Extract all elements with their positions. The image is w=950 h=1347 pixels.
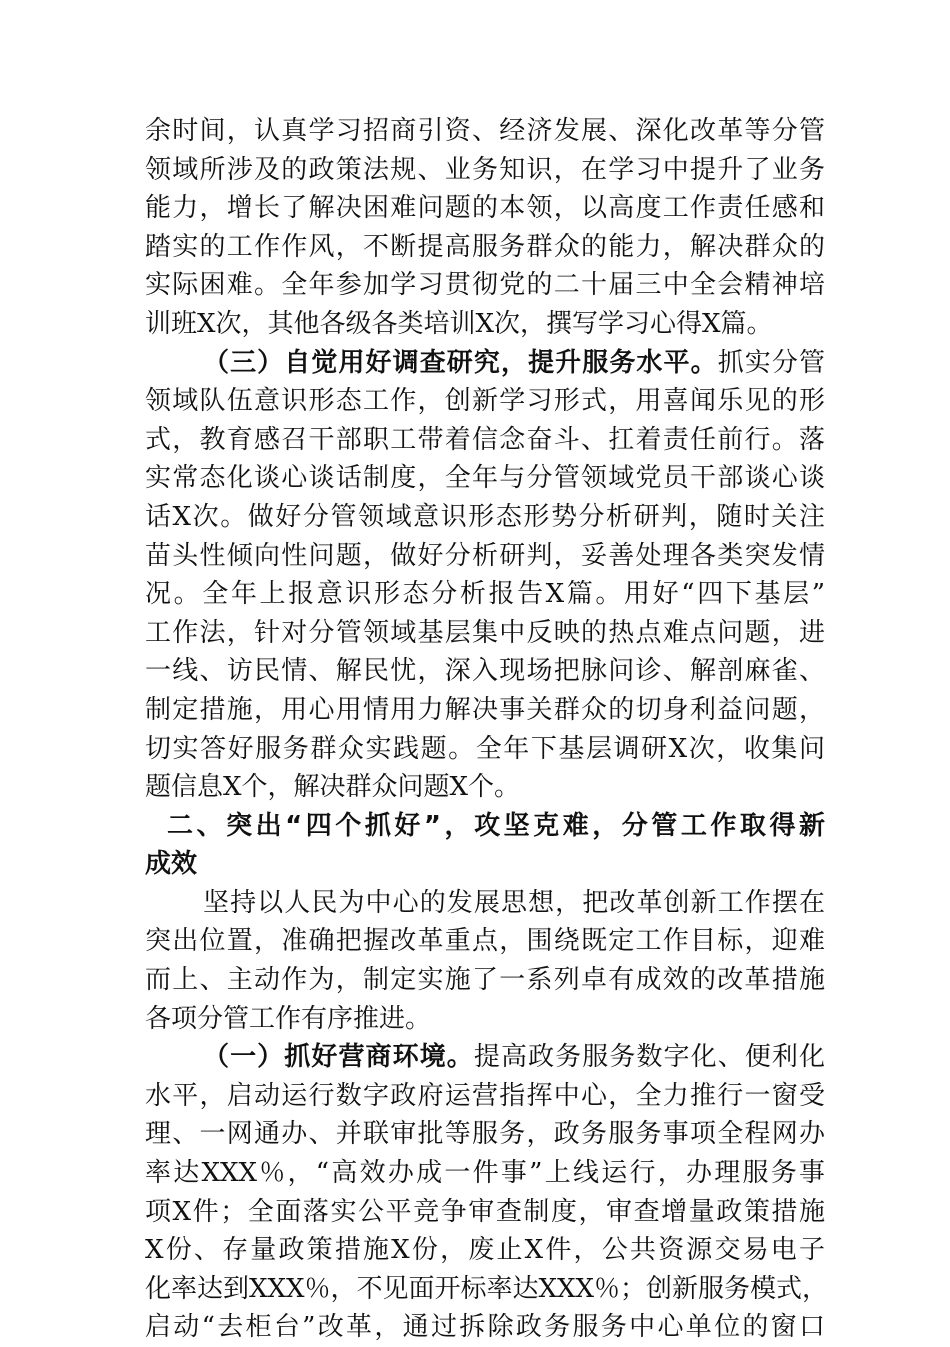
subsection-title: （一）抓好营商环境。 (203, 1042, 474, 1073)
text-line: 制定措施，用心用情用力解决事关群众的切身利益问题， (145, 694, 825, 725)
text-line: 踏实的工作作风，不断提高服务群众的能力，解决群众的 (145, 231, 825, 262)
text-line: 而上、主动作为，制定实施了一系列卓有成效的改革措施 (145, 965, 825, 996)
text-line: 况。全年上报意识形态分析报告X篇。用好“四下基层” (145, 579, 825, 610)
text-line: 领域队伍意识形态工作，创新学习形式，用喜闻乐见的形 (145, 386, 825, 417)
text-line: 实常态化谈心谈话制度，全年与分管领域党员干部谈心谈 (145, 463, 825, 494)
text-line: 启动“去柜台”改革，通过拆除政务服务中心单位的窗口 (145, 1312, 825, 1343)
text-line: 训班X次，其他各级各类培训X次，撰写学习心得X篇。 (145, 308, 773, 339)
paragraph-business-environment (145, 1038, 829, 1347)
text-line: 切实答好服务群众实践题。全年下基层调研X次，收集问 (145, 733, 825, 764)
paragraph-study (145, 112, 825, 344)
text-line: 项X件；全面落实公平竞争审查制度，审查增量政策措施 (145, 1196, 825, 1227)
text-line: 余时间，认真学习招商引资、经济发展、深化改革等分管 (145, 116, 825, 146)
heading-line: 二、突出“四个抓好”，攻坚克难，分管工作取得新 (167, 810, 825, 841)
paragraph-research (145, 344, 825, 807)
text-line: 能力，增长了解决困难问题的本领，以高度工作责任感和 (145, 193, 825, 224)
text-line (145, 344, 825, 383)
section-heading (145, 807, 825, 884)
text-line: 化率达到XXX％，不见面开标率达XXX％；创新服务模式， (145, 1273, 829, 1304)
text-line: 题信息X个，解决群众问题X个。 (145, 772, 521, 803)
text-fragment: 提高政务服务数字化、便利化 (473, 1042, 825, 1073)
text-line: 苗头性倾向性问题，做好分析研判，妥善处理各类突发情 (145, 540, 825, 571)
subsection-title: （三）自觉用好调查研究，提升服务水平。 (203, 347, 718, 378)
document-page (145, 112, 829, 1347)
text-line: 实际困难。全年参加学习贯彻党的二十届三中全会精神培 (145, 270, 825, 301)
text-line (145, 1038, 825, 1077)
text-line: X份、存量政策措施X份，废止X件，公共资源交易电子 (145, 1235, 825, 1266)
text-line: 各项分管工作有序推进。 (145, 1003, 432, 1034)
text-line: 理、一网通办、并联审批等服务，政务服务事项全程网办 (145, 1119, 825, 1150)
paragraph-intro (145, 884, 825, 1038)
text-line: 突出位置，准确把握改革重点，围绕既定工作目标，迎难 (145, 926, 825, 957)
text-line: 式，教育感召干部职工带着信念奋斗、扛着责任前行。落 (145, 424, 825, 455)
text-line: 领域所涉及的政策法规、业务知识，在学习中提升了业务 (145, 154, 825, 185)
text-line: 一线、访民情、解民忧，深入现场把脉问诊、解剖麻雀、 (145, 656, 825, 687)
text-line: 工作法，针对分管领域基层集中反映的热点难点问题，进 (145, 617, 825, 648)
text-line: 话X次。做好分管领域意识形态形势分析研判，随时关注 (145, 501, 825, 532)
text-fragment: 抓实分管 (717, 347, 825, 378)
text-line: 坚持以人民为中心的发展思想，把改革创新工作摆在 (203, 887, 825, 918)
heading-line: 成效 (145, 849, 198, 880)
text-line: 水平，启动运行数字政府运营指挥中心，全力推行一窗受 (145, 1080, 825, 1111)
text-line: 率达XXX％，“高效办成一件事”上线运行，办理服务事 (145, 1158, 825, 1189)
